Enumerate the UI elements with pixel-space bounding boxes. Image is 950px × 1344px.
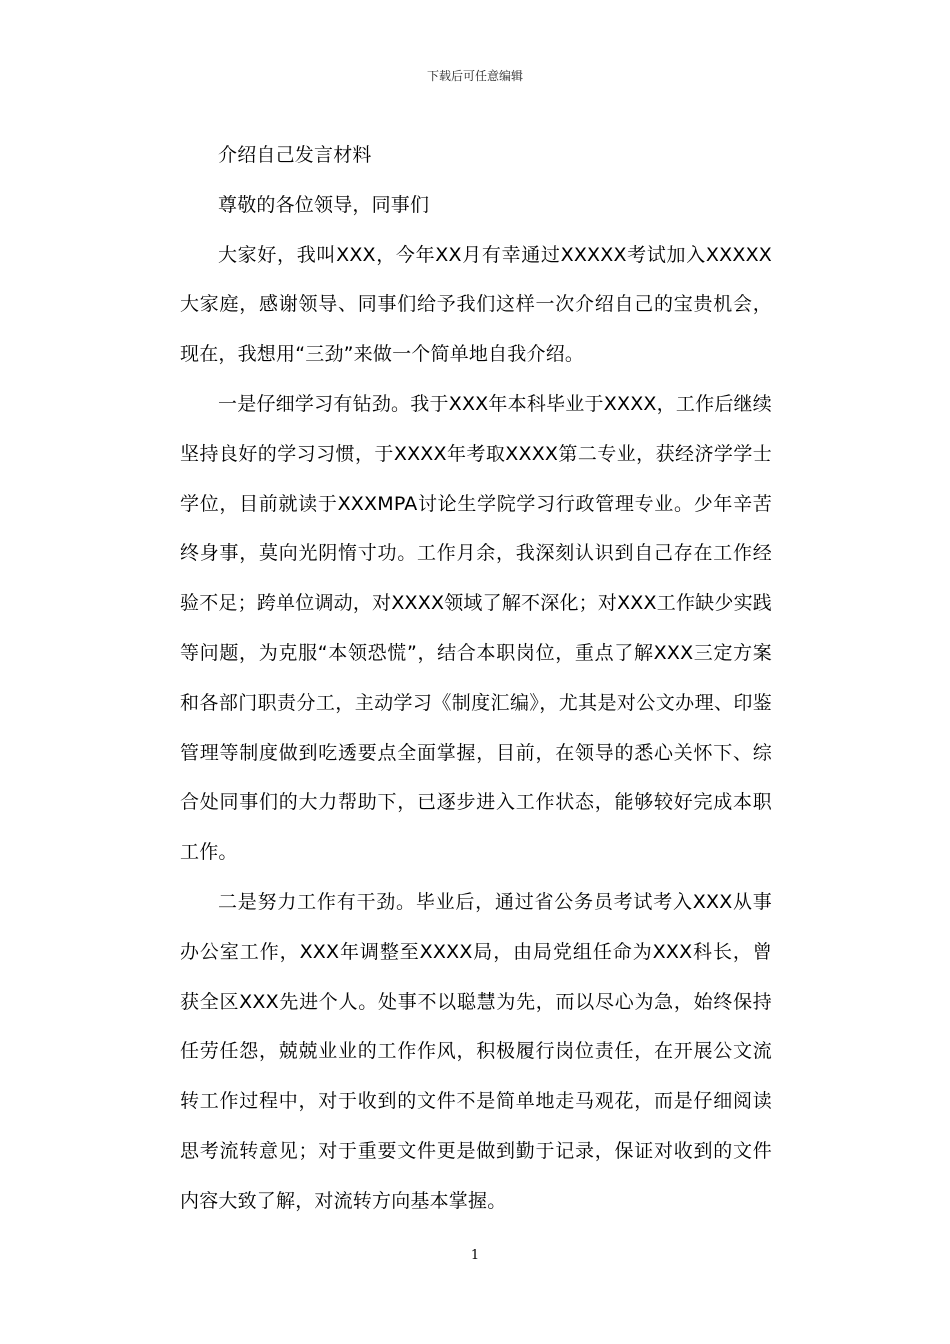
page-number: 1 (470, 1248, 480, 1263)
greeting-line: 尊敬的各位领导，同事们 (218, 193, 430, 216)
document-body (180, 131, 772, 1227)
body-paragraph-work: 二是努力工作有干劲。毕业后，通过省公务员考试考入XXX从事办公室工作，XXX年调整至XXXX局，由局党组任命为XXX科长，曾获全区XXX先进个人。处事不以聪慧为先，而以尽心为急，始终保持任劳任怨，兢兢业业的工作作风，积极履行岗位责任，在开展公文流转工作过程中，对于收到的文件不是简单地走马观花，而是仔细阅读思考流转意见；对于重要文件更是做到勤于记录，保证对收到的文件内容大致了解，对流转方向基本掌握。 (180, 890, 772, 1212)
document-title: 介绍自己发言材料 (218, 144, 372, 166)
body-paragraph-study: 一是仔细学习有钻劲。我于XXX年本科毕业于XXXX，工作后继续坚持良好的学习习惯，于XXXX年考取XXXX第二专业，获经济学学士学位，目前就读于XXXMPA讨论生学院学习行政管理专业。少年辛苦终身事，莫向光阴惰寸功。工作月余，我深刻认识到自己存在工作经验不足；跨单位调动，对XXXX领域了解不深化；对XXX工作缺少实践等问题，为克服“本领恐慌”，结合本职岗位，重点了解XXX三定方案和各部门职责分工，主动学习《制度汇编》，尤其是对公文办理、印鉴管理等制度做到吃透要点全面掌握，目前，在领导的悉心关怀下、综合处同事们的大力帮助下，已逐步进入工作状态，能够较好完成本职工作。 (180, 392, 772, 864)
page-header-note: 下载后可任意编辑 (426, 69, 523, 83)
body-paragraph-intro: 大家好，我叫XXX，今年XX月有幸通过XXXXX考试加入XXXXX大家庭，感谢领导、同事们给予我们这样一次介绍自己的宝贵机会，现在，我想用“三劲”来做一个简单地自我介绍。 (180, 243, 772, 366)
